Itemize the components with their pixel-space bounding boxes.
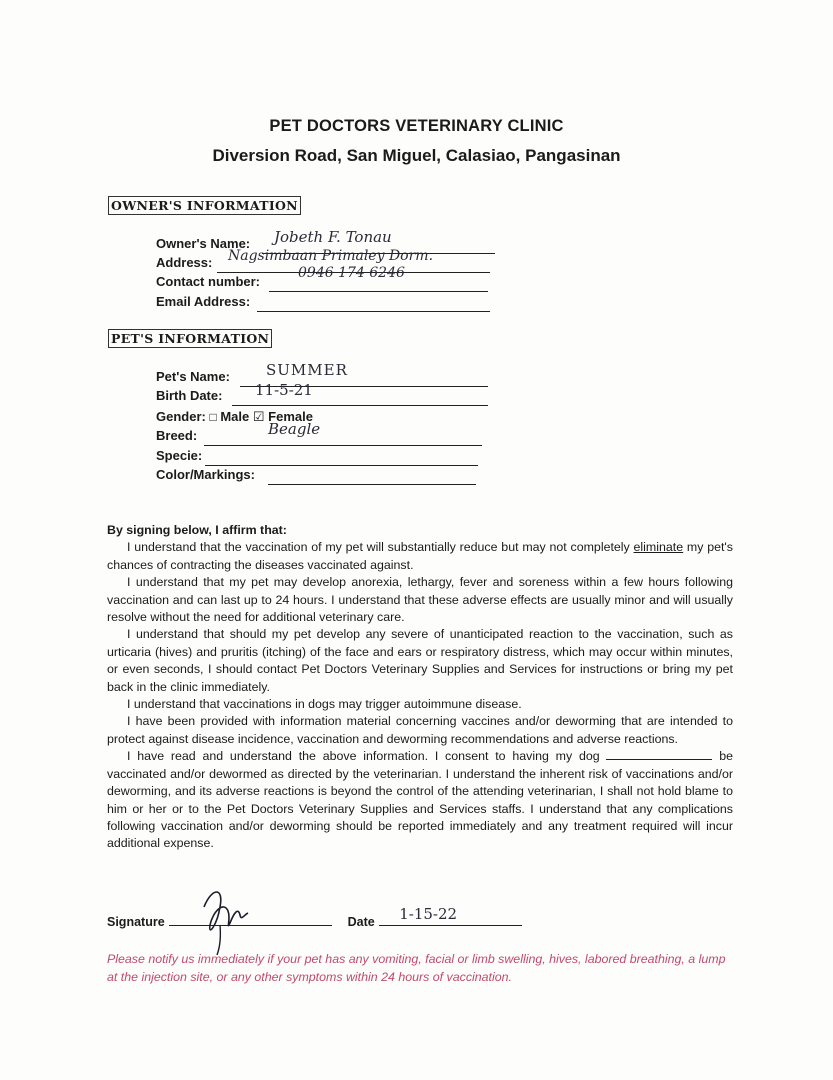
owner-email-label: Email Address: [156,294,251,309]
pet-specie-line [205,465,478,466]
dog-name-blank[interactable] [606,748,712,760]
clinic-address: Diversion Road, San Miguel, Calasiao, Pangasinan [212,146,621,165]
pet-breed-label: Breed: [156,428,198,443]
affirmation-block [107,522,733,853]
owner-contact-value: 0946 174 6246 [298,265,405,281]
pet-color-field[interactable] [156,467,476,485]
date-value: 1-15-22 [399,905,458,923]
pet-section-title: PET'S INFORMATION [108,329,272,348]
clinic-name: PET DOCTORS VETERINARY CLINIC [269,117,564,135]
owner-address-value: Nagsimbaan Primaley Dorm. [228,248,434,264]
affirmation-paragraph-6 [107,748,733,852]
owner-contact-label: Contact number: [156,274,260,289]
date-label: Date [347,915,375,929]
affirmation-paragraph-1 [107,539,733,574]
pet-breed-field[interactable] [156,420,482,446]
handwritten-signature [190,885,260,960]
male-checkbox[interactable]: □ [209,410,217,424]
vaccination-notice: Please notify us immediately if your pet has any vomiting, facial or limb swelling, hives, labored breathing, a lump at the injection site, or any other symptoms within 24 hours of vaccination. [107,952,726,984]
pet-breed-line [204,445,482,446]
p1-text-after: my pet's chances of contracting the diseases vaccinated against. [107,540,733,572]
pet-birthdate-label: Birth Date: [156,388,223,403]
pet-gender-label: Gender: [156,409,206,424]
signature-row [107,905,522,929]
owner-email-line [257,311,490,312]
pet-breed-value: Beagle [268,420,321,438]
female-checkbox[interactable]: ☑ [252,409,265,424]
p6-text-before: I have read and understand the above information. I consent to having my dog [127,749,607,764]
pet-specie-label: Specie: [156,448,203,463]
affirmation-paragraph-3: I understand that should my pet develop any severe of unanticipated reaction to the vaccination, such as urticaria (hives) and pruritis (itching) of the face and ears or respiratory distress, which may occur within minutes, or even seconds, I should contact Pet Doctors Veterinary Supplies and Services for instructions or bring my pet back in the clinic immediately. [107,627,733,694]
affirmation-paragraph-4: I understand that vaccinations in dogs may trigger autoimmune disease. [127,697,522,712]
owner-contact-line [269,291,488,292]
owner-section-title: OWNER'S INFORMATION [108,196,301,215]
affirmation-paragraph-5: I have been provided with information material concerning vaccines and/or deworming that are intended to protect against disease incidence, vaccination and deworming recommendations and adverse reactions. [107,714,733,746]
pet-name-field[interactable] [156,361,488,387]
p6-text-after: be vaccinated and/or dewormed as directed by the veterinarian. I understand the inherent risk of vaccinations and/or deworming, and its adverse reactions is beyond the control of the attending veterinarian, I shall not hold blame to him or her or to the Pet Doctors Veterinary Supplies and Services staffs. I understand that any complications following vaccination and/or deworming should be reported immediately and any treatment required will incur additional expense. [107,749,733,851]
owner-address-label: Address: [156,255,213,270]
owner-name-label: Owner's Name: [156,236,251,251]
male-label: Male [220,409,250,424]
date-line[interactable] [379,905,522,926]
pet-birthdate-line [232,405,488,406]
p1-underlined-word: eliminate [633,540,684,555]
pet-name-value: SUMMER [266,361,348,379]
pet-birthdate-value: 11-5-21 [255,381,313,399]
owner-contact-field[interactable] [156,265,488,292]
owner-email-field[interactable] [156,294,490,312]
p1-text-before: I understand that the vaccination of my pet will substantially reduce but may not completely [127,540,634,555]
form-header [0,114,833,169]
pet-specie-field[interactable] [156,448,478,466]
pet-gender-field [156,409,356,427]
owner-name-value: Jobeth F. Tonau [274,228,392,246]
pet-birthdate-field[interactable] [156,381,488,406]
pet-name-label: Pet's Name: [156,369,230,384]
pet-color-label: Color/Markings: [156,467,255,482]
signature-label: Signature [107,915,165,929]
pet-color-line [268,484,476,485]
affirmation-paragraph-2: I understand that my pet may develop anorexia, lethargy, fever and soreness within a few hours following vaccination and can last up to 24 hours. I understand that these adverse effects are usually minor and will usually resolve without the need for additional veterinary care. [107,575,733,625]
female-label: Female [268,409,313,424]
affirmation-lead: By signing below, I affirm that: [107,523,287,537]
